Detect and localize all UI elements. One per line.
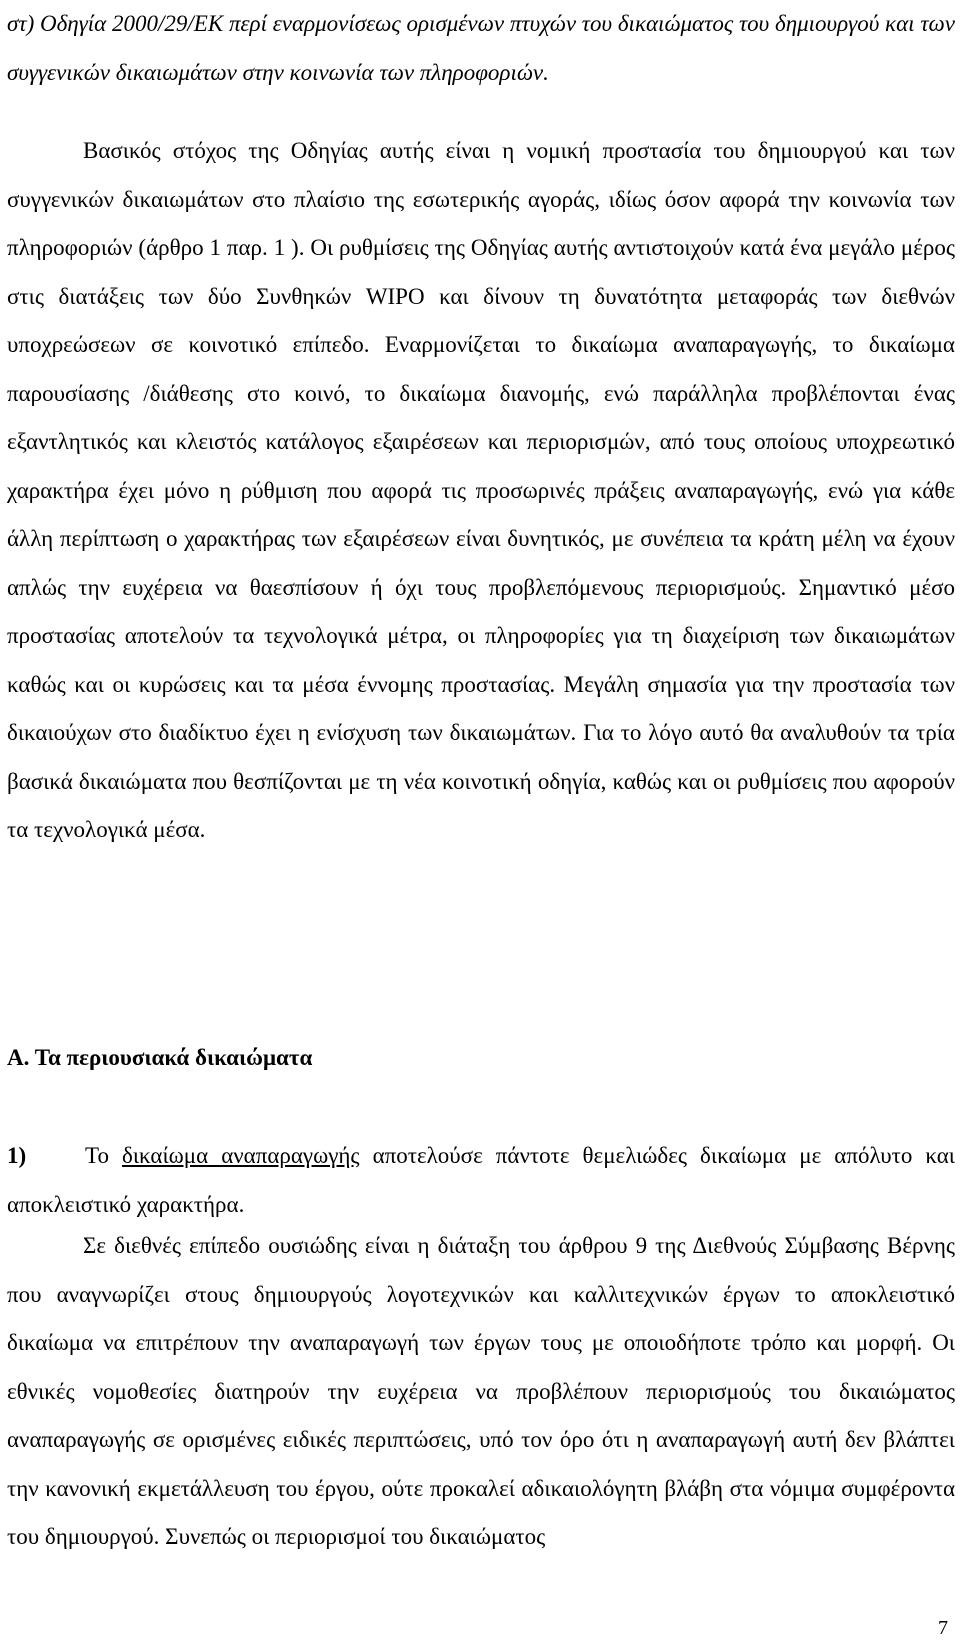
underlined-term-reproduction-right: δικαίωμα αναπαραγωγής — [122, 1143, 360, 1168]
list-item-reproduction-right — [7, 1132, 955, 1229]
page-number: 7 — [938, 1617, 948, 1639]
list-item-prefix: Το — [85, 1143, 123, 1168]
paragraph-berne-convention: Σε διεθνές επίπεδο ουσιώδης είναι η διάταξη του άρθρου 9 της Διεθνούς Σύμβασης Βέρνης που αναγνωρίζει στους δημιουργούς λογοτεχνικών και καλλιτεχνικών έργων το αποκλειστικό δικαίωμα να επιτρέπουν την αναπαραγωγή των έργων τους με οποιοδήποτε τρόπο και μορφή. Οι εθνικές νομοθεσίες διατηρούν την ευχέρεια να προβλέπουν περιορισμούς του δικαιώματος αναπαραγωγής σε ορισμένες ειδικές περιπτώσεις, υπό τον όρο ότι η αναπαραγωγή αυτή δεν βλάπτει την κανονική εκμετάλλευση του έργου, ούτε προκαλεί αδικαιολόγητη βλάβη στα νόμιμα συμφέροντα του δημιουργού. Συνεπώς οι περιορισμοί του δικαιώματος — [7, 1233, 955, 1549]
paragraph-directive-objective: Βασικός στόχος της Οδηγίας αυτής είναι η νομική προστασία του δημιουργού και των συγγενικών δικαιωμάτων στο πλαίσιο της εσωτερικής αγοράς, ιδίως όσον αφορά την κοινωνία των πληροφοριών (άρθρο 1 παρ. 1 ). Οι ρυθμίσεις της Οδηγίας αυτής αντιστοιχούν κατά ένα μεγάλο μέρος στις διατάξεις των δύο Συνθηκών WIPO και δίνουν τη δυνατότητα μεταφοράς των διεθνών υποχρεώσεων σε κοινοτικό επίπεδο. Εναρμονίζεται το δικαίωμα αναπαραγωγής, το δικαίωμα παρουσίασης /διάθεσης στο κοινό, το δικαίωμα διανομής, ενώ παράλληλα προβλέπονται ένας εξαντλητικός και κλειστός κατάλογος εξαιρέσεων και περιορισμών, από τους οποίους υποχρεωτικό χαρακτήρα έχει μόνο η ρύθμιση που αφορά τις προσωρινές πράξεις αναπαραγωγής, ενώ για κάθε άλλη περίπτωση ο χαρακτήρας των εξαιρέσεων είναι δυνητικός, με συνέπεια τα κράτη μέλη να έχουν απλώς την ευχέρεια να θαεσπίσουν ή όχι τους προβλεπόμενους περιορισμούς. Σημαντικό μέσο προστασίας αποτελούν τα τεχνολογικά μέτρα, οι πληροφορίες για τη διαχείριση των δικαιωμάτων καθώς και οι κυρώσεις και τα μέσα έννομης προστασίας. Μεγάλη σημασία για την προστασία των δικαιούχων στο διαδίκτυο έχει η ενίσχυση των δικαιωμάτων. Για το λόγο αυτό θα αναλυθούν τα τρία βασικά δικαιώματα που θεσπίζονται με τη νέα κοινοτική οδηγία, καθώς και οι ρυθμίσεις που αφορούν τα τεχνολογικά μέσα. — [7, 138, 955, 842]
section-heading-property-rights: Α. Τα περιουσιακά δικαιώματα — [7, 1045, 313, 1070]
directive-heading: στ) Οδηγία 2000/29/ΕΚ περί εναρμονίσεως ορισμένων πτυχών του δικαιώματος του δημιουργού και των συγγενικών δικαιωμάτων στην κοινωνία των πληροφοριών. — [7, 11, 955, 85]
list-item-number: 1) — [7, 1143, 27, 1168]
list-item-suffix: αποτελούσε πάντοτε θεμελιώδες δικαίωμα με απόλυτο και αποκλειστικό χαρακτήρα. — [7, 1143, 955, 1217]
